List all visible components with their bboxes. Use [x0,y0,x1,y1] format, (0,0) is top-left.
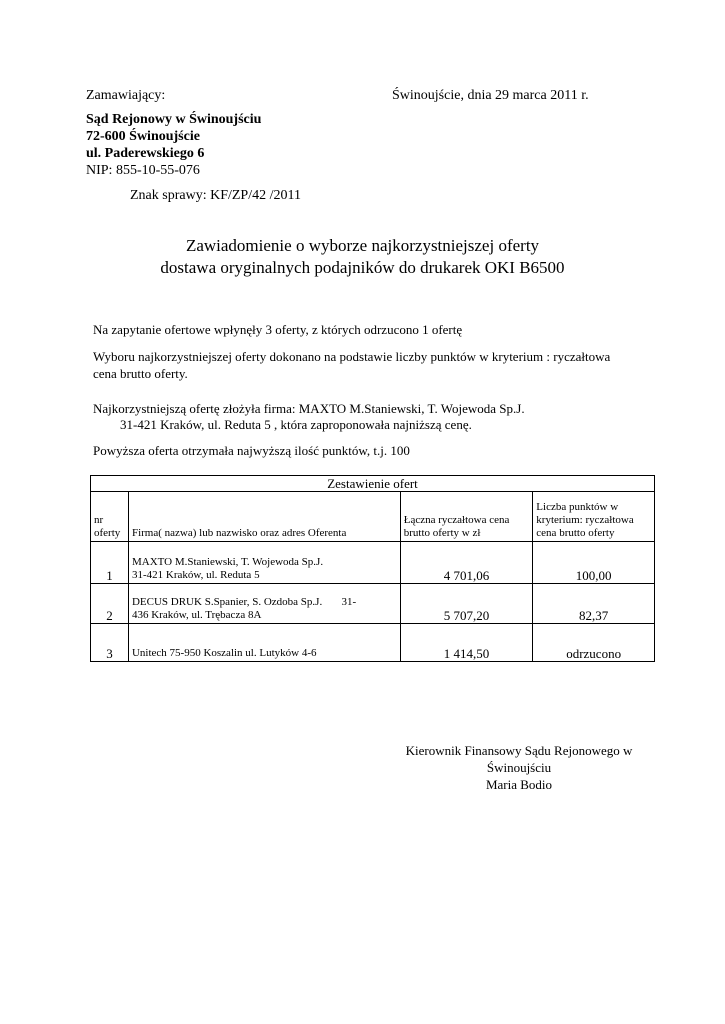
row-nr: 1 [91,542,129,584]
selection-basis-line2: cena brutto oferty. [93,366,188,381]
row-price: 5 707,20 [400,584,533,624]
points-statement: Powyższa oferta otrzymała najwyższą ilość punktów, t.j. 100 [93,443,410,458]
header-firm: Firma( nazwa) lub nazwisko oraz adres Oferenta [128,492,400,542]
row-price: 4 701,06 [400,542,533,584]
row-points: 82,37 [533,584,655,624]
selection-basis-line1: Wyboru najkorzystniejszej oferty dokonano na podstawie liczby punktów w kryterium : ryczałtowa [93,349,611,364]
signature-name: Maria Bodio [485,777,553,792]
place-date: Świnoujście, dnia 29 marca 2011 r. [392,88,589,103]
orderer-label: Zamawiający: [86,88,166,103]
offers-received-text: Na zapytanie ofertowe wpłynęły 3 oferty, z których odrzucono 1 ofertę [93,322,463,337]
winner-line1: Najkorzystniejszą ofertę złożyła firma: MAXTO M.Staniewski, T. Wojewoda Sp.J. [93,401,525,416]
row-firm [128,624,400,662]
document-title-line2: dostawa oryginalnych podajników do drukarek OKI B6500 [160,258,565,277]
signature-title-line1: Kierownik Finansowy Sądu Rejonowego w [405,743,633,758]
table-caption-row [91,476,655,492]
row-nr: 2 [91,584,129,624]
signature-block [389,742,649,793]
table-row [91,624,655,662]
offers-table [90,475,655,662]
row-firm-line2: 436 Kraków, ul. Trębacza 8A [131,609,262,621]
row-nr: 3 [91,624,129,662]
case-reference: Znak sprawy: KF/ZP/42 /2011 [130,188,301,203]
document-title-line1: Zawiadomienie o wyborze najkorzystniejszej oferty [185,236,540,255]
court-nip: NIP: 855-10-55-076 [86,163,200,178]
table-row [91,584,655,624]
table-header-row [91,492,655,542]
court-postal-city: 72-600 Świnoujście [86,129,200,144]
signature-title-line2: Świnoujściu [486,760,552,775]
header-price: Łączna ryczałtowa cena brutto oferty w zł [400,492,533,542]
row-firm [128,584,400,624]
table-row [91,542,655,584]
row-points: 100,00 [533,542,655,584]
header-points: Liczba punktów w kryterium: ryczałtowa cena brutto oferty [533,492,655,542]
header-nr: nr oferty [91,492,129,542]
winner-line2: 31-421 Kraków, ul. Reduta 5 , która zaproponowała najniższą cenę. [120,417,472,432]
row-firm-line2: 31-421 Kraków, ul. Reduta 5 [131,569,260,581]
court-street: ul. Paderewskiego 6 [86,146,205,161]
row-firm [128,542,400,584]
court-name: Sąd Rejonowy w Świnoujściu [86,112,262,127]
row-price: 1 414,50 [400,624,533,662]
row-firm-line1: DECUS DRUK S.Spanier, S. Ozdoba Sp.J. 31- [131,596,357,608]
row-firm-line2: Unitech 75-950 Koszalin ul. Lutyków 4-6 [131,647,317,659]
table-caption: Zestawienie ofert [91,476,655,492]
row-points: odrzucono [533,624,655,662]
row-firm-line1: MAXTO M.Staniewski, T. Wojewoda Sp.J. [131,556,324,568]
